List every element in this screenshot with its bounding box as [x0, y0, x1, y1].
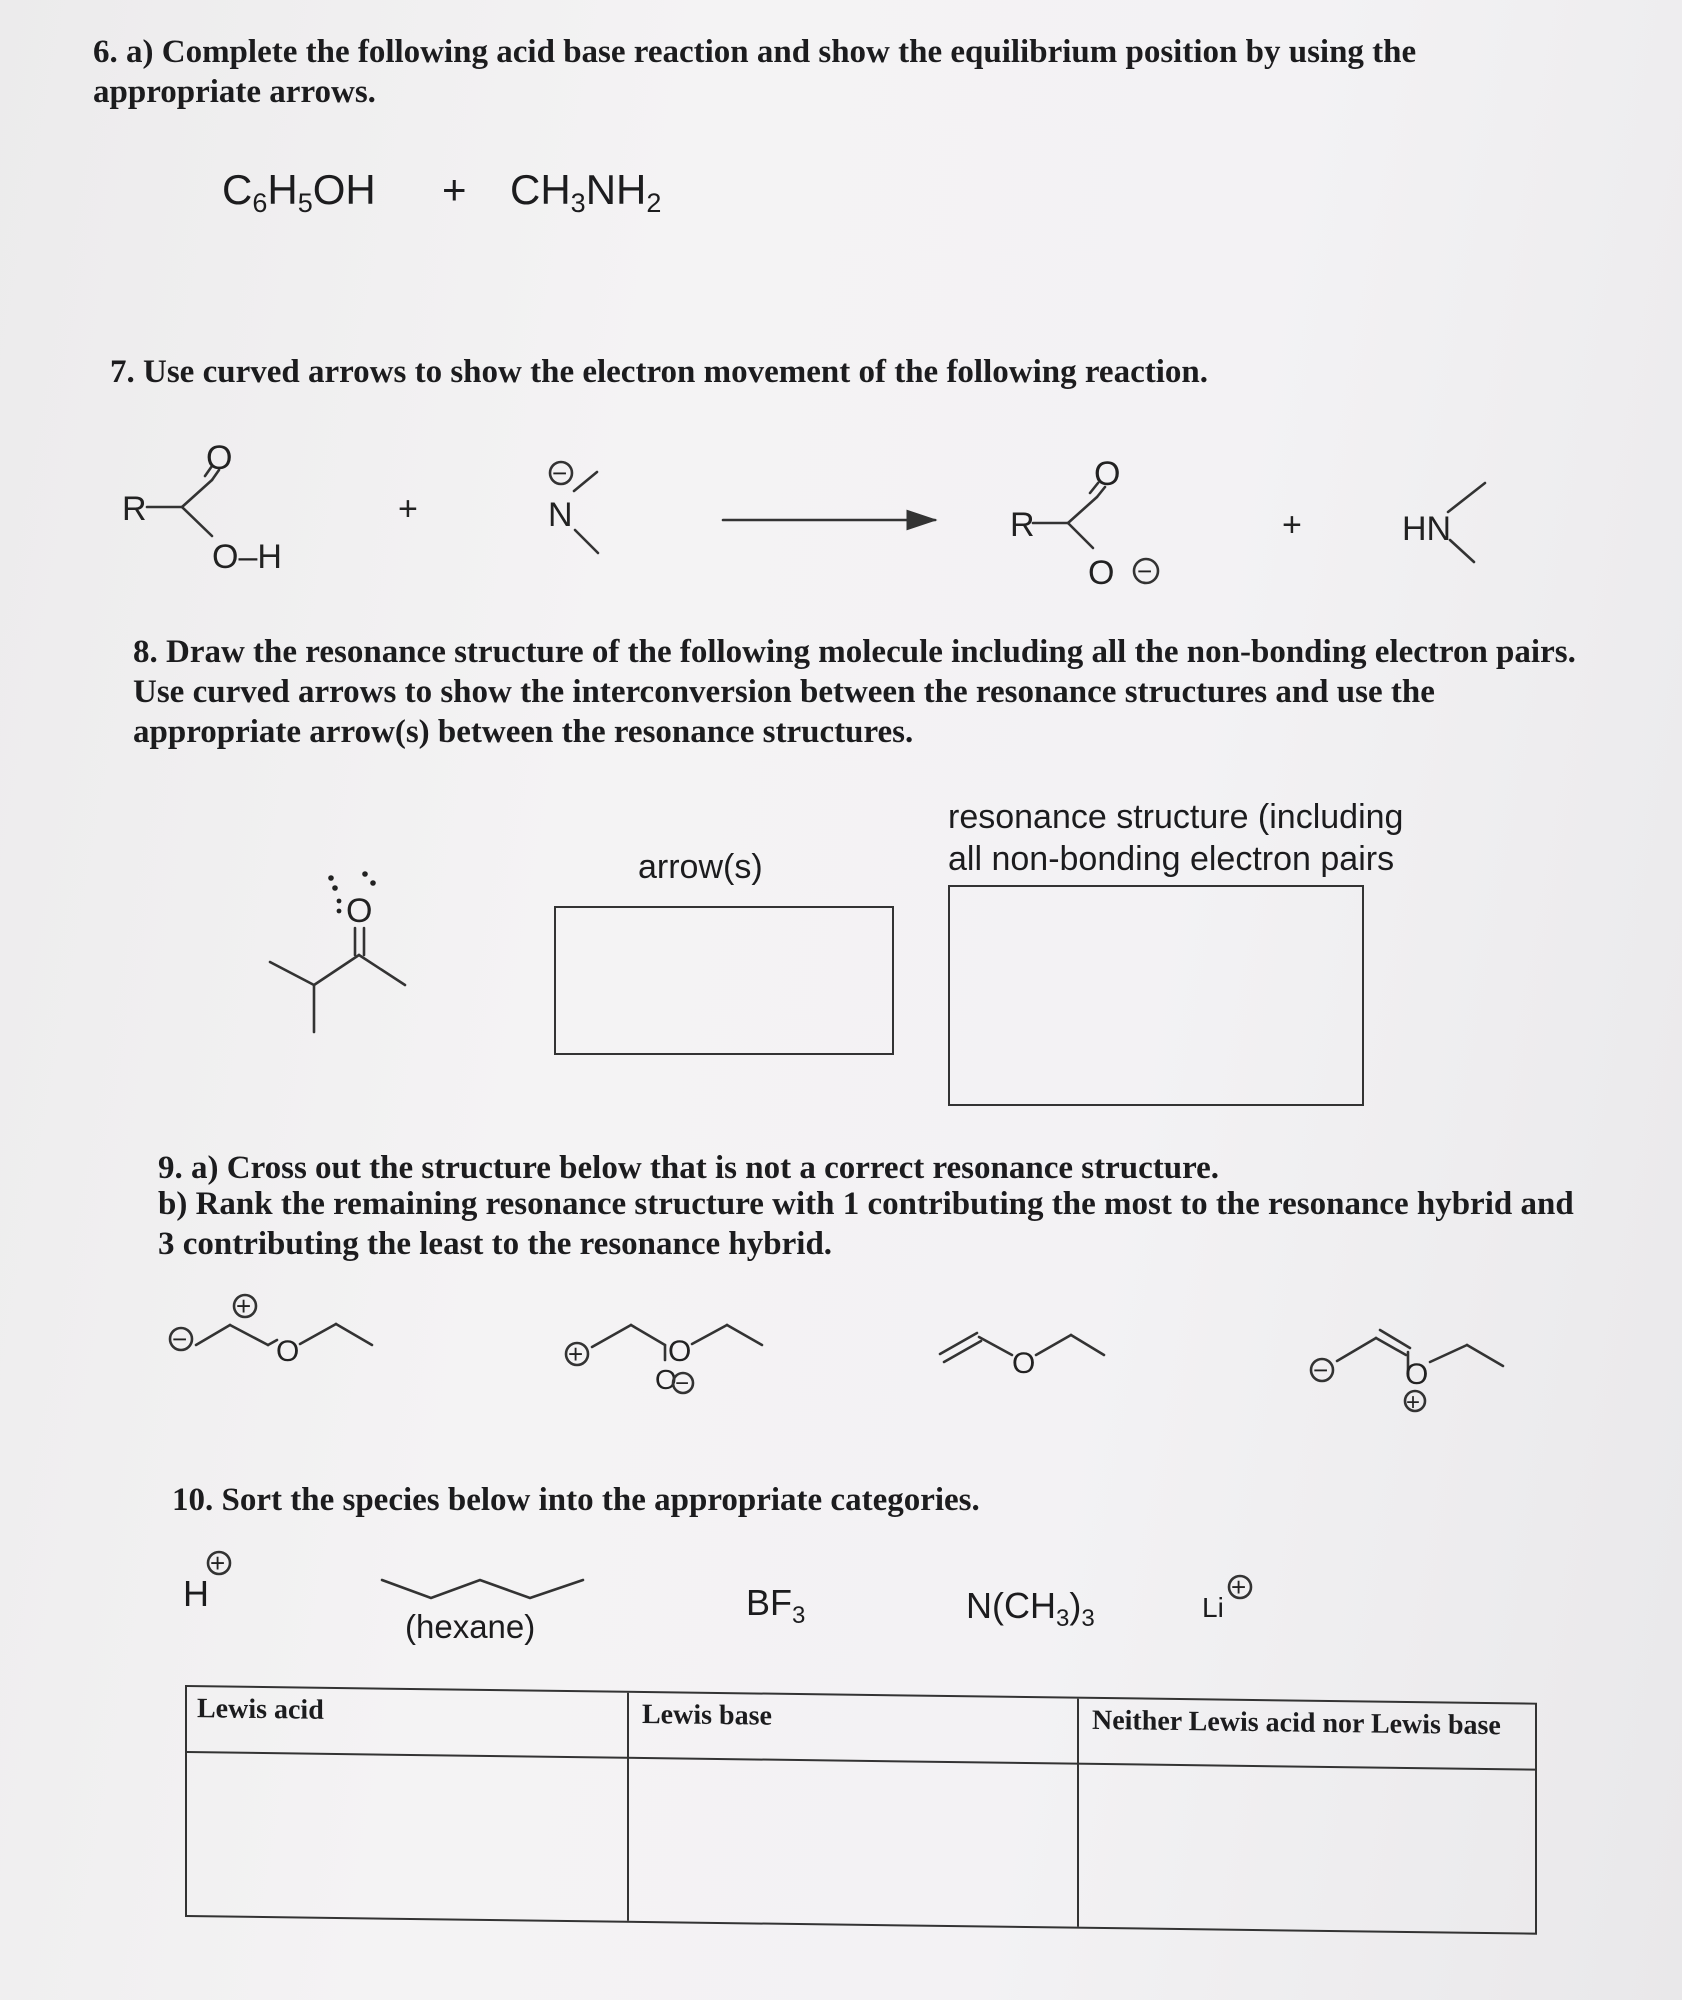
- plus-sign: +: [1406, 1389, 1421, 1416]
- q9-structure-1: [170, 1291, 372, 1368]
- q8-prompt: 8. Draw the resonance structure of the following molecule including all the non-bonding electron pairs. Use curved arrows to show the interconversion between the resonance structures and use the appropriate arrow(s) between the resonance structures.: [133, 634, 1576, 750]
- q9-structure-3: [940, 1333, 1104, 1380]
- header-neither: Neither Lewis acid nor Lewis base: [1092, 1704, 1501, 1742]
- minus-sign: −: [1137, 556, 1153, 586]
- q6-reactant-phenol: $C_6H_5OH$: [222, 166, 376, 218]
- species-bf3: $BF_3$: [746, 1582, 806, 1629]
- q7-amide-anion: [548, 458, 598, 553]
- q9-structure-2: [566, 1325, 762, 1397]
- plus-sign: +: [236, 1291, 252, 1321]
- minus-sign: −: [552, 458, 568, 488]
- q7-prompt: 7. Use curved arrows to show the electron movement of the following reaction.: [110, 354, 1208, 390]
- q8-o-label: O: [346, 892, 373, 930]
- q7-plus-1: +: [398, 490, 418, 528]
- q7-carboxylic-acid: [122, 439, 282, 576]
- species-h: H: [183, 1573, 209, 1614]
- q9-s3-o: O: [1012, 1347, 1036, 1380]
- q8-ketone: [270, 871, 405, 1032]
- q7-hydroxyl: O–H: [212, 538, 282, 576]
- header-lewis-base: Lewis base: [642, 1698, 772, 1732]
- q8-arrow-label: arrow(s): [638, 848, 763, 886]
- q7-product-oxide: O: [1088, 554, 1115, 592]
- species-trimethylamine: $N(CH_3)_3$: [966, 1585, 1095, 1632]
- species-li: Li: [1202, 1592, 1224, 1623]
- q7-plus-2: +: [1282, 506, 1302, 544]
- q7-n-label: N: [548, 496, 573, 534]
- q6-prompt: 6. a) Complete the following acid base reaction and show the equilibrium position by using the appropriate arrows.: [93, 34, 1417, 110]
- q7-product-r: R: [1010, 506, 1035, 544]
- minus-sign: −: [1313, 1355, 1329, 1385]
- q10-prompt: 10. Sort the species below into the appropriate categories.: [172, 1482, 980, 1518]
- q7-dimethylamine: [1402, 483, 1485, 562]
- q9-s2-oxide: O: [655, 1364, 677, 1395]
- q9-structure-4: [1311, 1330, 1503, 1416]
- q7-product-carbonyl-o: O: [1094, 455, 1121, 493]
- q7-hn-label: HN: [1402, 510, 1452, 548]
- plus-sign: +: [568, 1339, 584, 1369]
- header-lewis-acid: Lewis acid: [197, 1693, 324, 1726]
- q6-reactant-methylamine: $CH_3NH_2$: [510, 166, 662, 218]
- q8-resonance-label: resonance structure (including all non-bonding electron pairs: [948, 798, 1404, 878]
- q7-carboxylate: [1010, 455, 1158, 592]
- q9-prompt: 9. a) Cross out the structure below that is not a correct resonance structure. b) Rank the remaining resonance structure with 1 contributing the most to the resonance hybrid and 3 contributing the least to the resonance hybrid.: [158, 1150, 1574, 1262]
- q7-carbonyl-o: O: [206, 439, 233, 477]
- minus-sign: −: [172, 1324, 188, 1354]
- q6-plus: +: [442, 166, 467, 213]
- plus-sign: +: [210, 1548, 226, 1578]
- minus-sign: −: [675, 1370, 690, 1397]
- q9-s1-o: O: [276, 1335, 300, 1368]
- species-hexane-label: (hexane): [405, 1608, 536, 1645]
- q9-s4-o: O: [1405, 1358, 1429, 1391]
- plus-sign: +: [1231, 1572, 1247, 1602]
- q7-r-label: R: [122, 490, 147, 528]
- species-hexane-skeleton: [382, 1580, 583, 1598]
- q9-s2-o: O: [668, 1335, 692, 1368]
